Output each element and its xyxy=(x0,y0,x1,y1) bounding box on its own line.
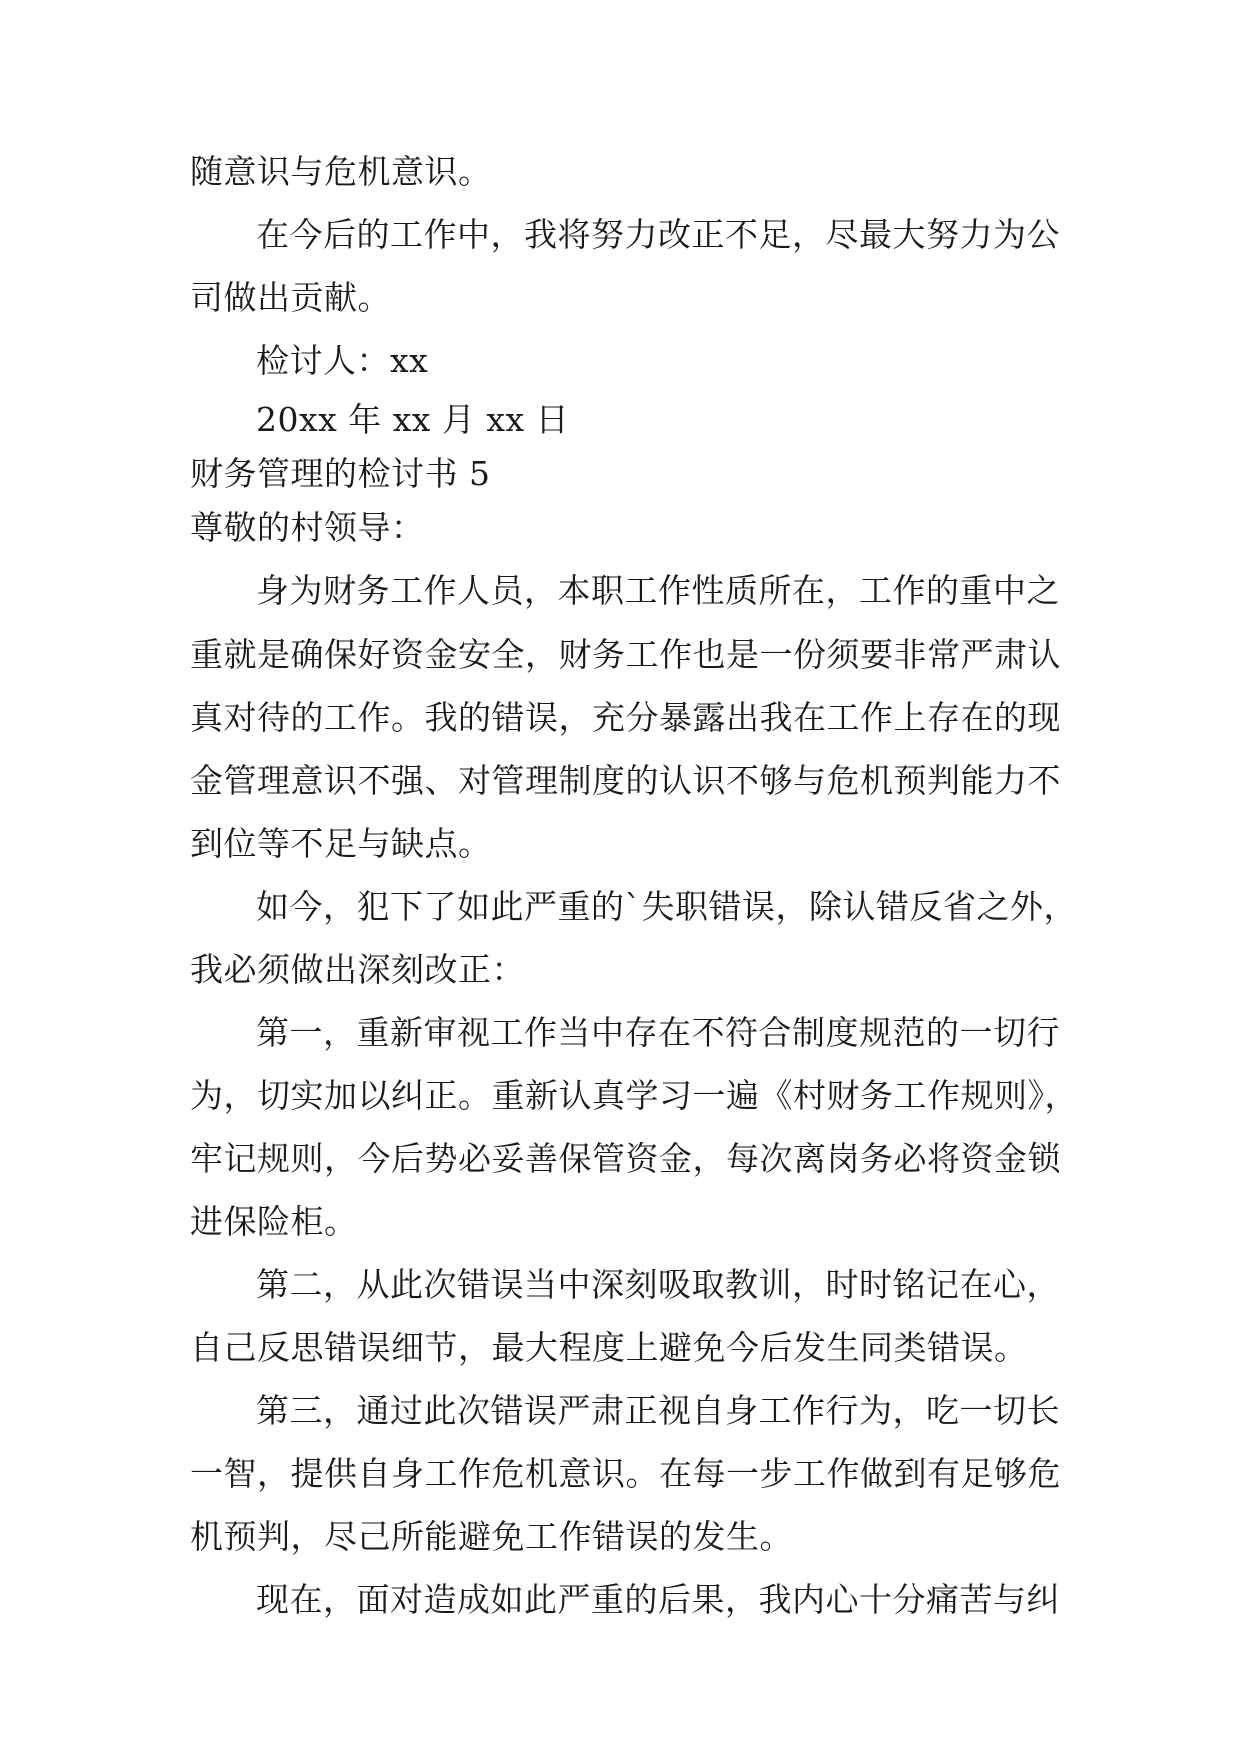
text-line: 到位等不足与缺点。 xyxy=(190,824,492,863)
text-line: 进保险柜。 xyxy=(190,1202,358,1241)
text-line: 重就是确保好资金安全，财务工作也是一份须要非常严肃认 xyxy=(190,635,1061,674)
text-line: 牢记规则，今后势必妥善保管资金，每次离岗务必将资金锁 xyxy=(190,1139,1061,1178)
text-line: 现在，面对造成如此严重的后果，我内心十分痛苦与纠 xyxy=(256,1580,1060,1619)
text-line: 为，切实加以纠正。重新认真学习一遍《村财务工作规则》， xyxy=(190,1076,1078,1115)
text-line: 真对待的工作。我的错误，充分暴露出我在工作上存在的现 xyxy=(190,698,1061,737)
text-line: 第一，重新审视工作当中存在不符合制度规范的一切行 xyxy=(256,1013,1060,1052)
signer-line: 检讨人：xx xyxy=(256,341,429,380)
text-line: 第二，从此次错误当中深刻吸取教训，时时铭记在心， xyxy=(256,1265,1060,1304)
text-line: 身为财务工作人员，本职工作性质所在，工作的重中之 xyxy=(256,571,1060,610)
date-line: 20xx 年 xx 月 xx 日 xyxy=(256,400,570,439)
text-line: 在今后的工作中，我将努力改正不足，尽最大努力为公 xyxy=(256,215,1060,254)
section-title: 财务管理的检讨书 5 xyxy=(190,454,491,493)
text-line: 机预判，尽己所能避免工作错误的发生。 xyxy=(190,1517,793,1556)
text-line: 自己反思错误细节，最大程度上避免今后发生同类错误。 xyxy=(190,1328,1028,1367)
text-line: 第三，通过此次错误严肃正视自身工作行为，吃一切长 xyxy=(256,1391,1060,1430)
text-line: 金管理意识不强、对管理制度的认识不够与危机预判能力不 xyxy=(190,761,1061,800)
salutation: 尊敬的村领导： xyxy=(190,508,425,547)
text-line: 一智，提供自身工作危机意识。在每一步工作做到有足够危 xyxy=(190,1454,1061,1493)
text-line: 如今，犯下了如此严重的`失职错误，除认错反省之外， xyxy=(256,887,1077,926)
text-line: 司做出贡献。 xyxy=(190,278,391,317)
text-line: 我必须做出深刻改正： xyxy=(190,950,525,989)
text-line: 随意识与危机意识。 xyxy=(190,152,492,191)
